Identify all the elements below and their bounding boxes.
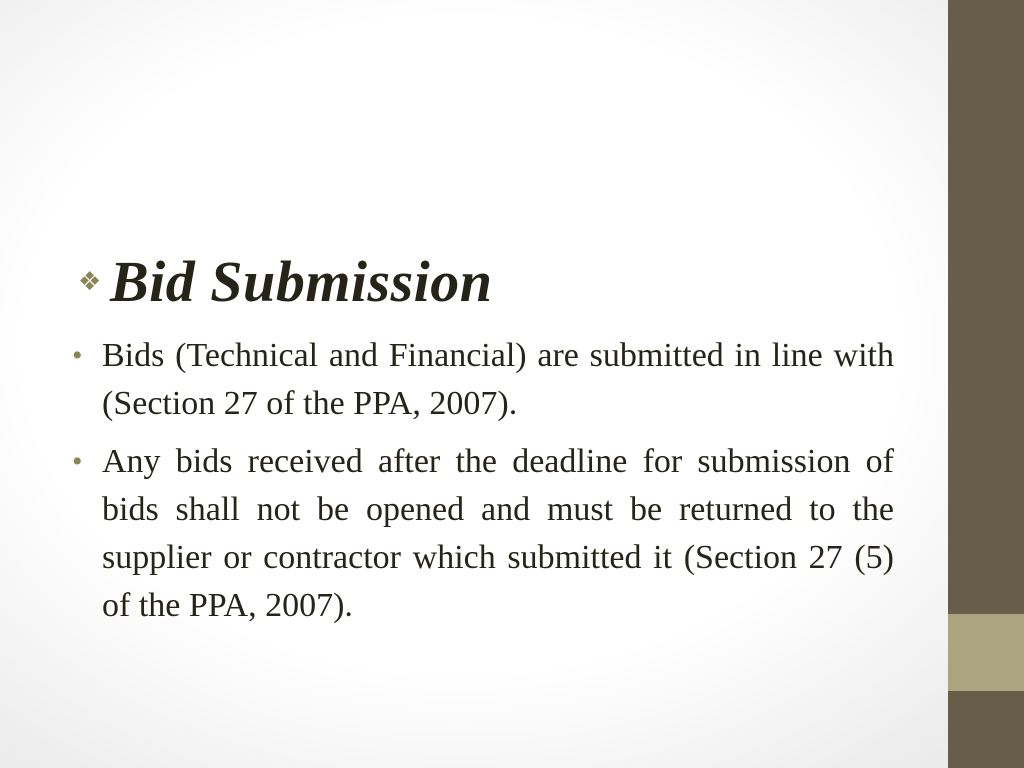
bullet-item (72, 438, 894, 630)
decorative-side-bar-accent (948, 614, 1024, 691)
bullet-dot-icon: • (72, 445, 83, 478)
four-diamond-bullet-icon: ❖ (78, 267, 102, 297)
heading-row (72, 248, 894, 316)
slide-heading: Bid Submission (110, 249, 493, 314)
bullet-item (72, 332, 894, 428)
slide-content (72, 248, 894, 640)
bullet-text: Bids (Technical and Financial) are submitted in line with (Section 27 of the PPA, 2007). (102, 337, 894, 422)
bullet-list (72, 332, 894, 630)
bullet-text: Any bids received after the deadline for submission of bids shall not be opened and must be returned to the supplier or contractor which submitted it (Section 27 (5) of the PPA, 2007). (102, 443, 894, 624)
bullet-dot-icon: • (72, 339, 83, 372)
